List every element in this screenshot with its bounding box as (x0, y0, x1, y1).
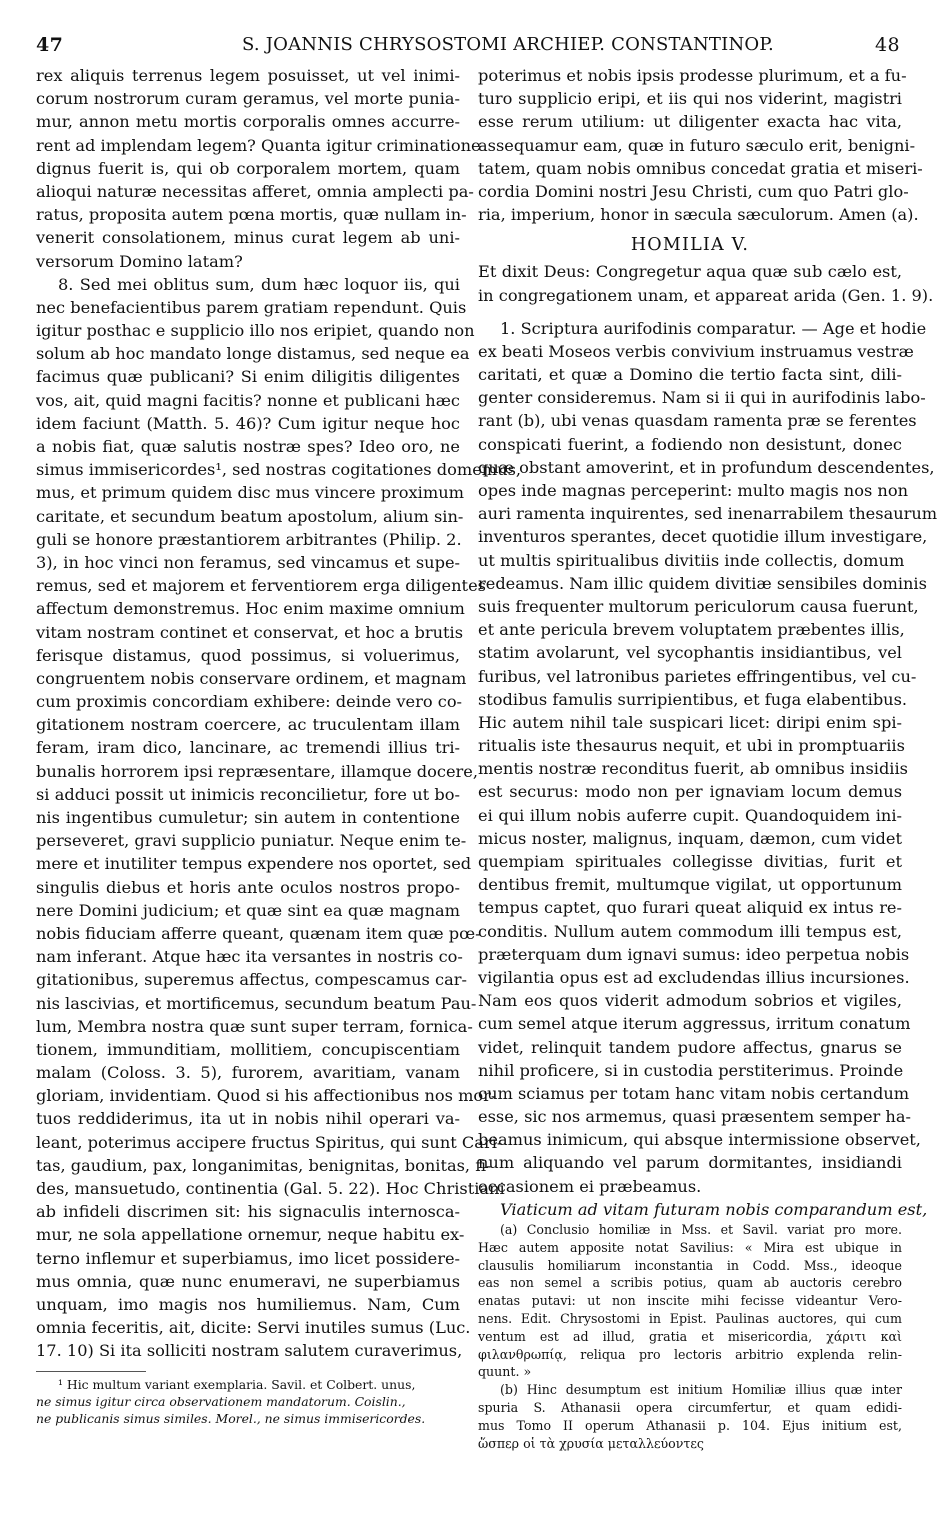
text-line: redeamus. Nam illic quidem divitiæ sensibiles dominis (478, 573, 927, 593)
text-line: affectum demonstremus. Hoc enim maxime omnium (36, 599, 465, 619)
footnote-line: nens. Edit. Chrysostomi in Epist. Paulinas auctores, qui cum (478, 1310, 902, 1326)
text-line: cum sciamus per totam hanc vitam nobis certandum (478, 1083, 910, 1103)
text-line: vitam nostram continet et conservat, et hoc a brutis (36, 622, 464, 642)
text-line: ei qui illum nobis auferre cupit. Quandoquidem ini- (478, 805, 902, 825)
text-line: feram, iram dico, lancinare, ac tremendi illius tri- (36, 738, 460, 758)
text-line: nam inferant. Atque hæc ita versantes in nostris co- (36, 947, 463, 967)
text-line: singulis diebus et horis ante oculos nostros propo- (36, 877, 460, 897)
text-line: occasionem ei præbeamus. (478, 1176, 702, 1196)
text-line: opes inde magnas perceperint: multo magis nos non (478, 481, 908, 500)
text-line: nis ingentibus cumuletur; sin autem in contentione (36, 808, 460, 827)
homily-title: HOMILIA V. (630, 235, 750, 256)
footnote-line: (a) Conclusio homiliæ in Mss. et Savil. variat pro more. (500, 1222, 902, 1237)
text-line: nec benefacientibus parem gratiam rependunt. Quis (36, 297, 467, 317)
footnote-line: φιλανθρωπίᾳ, reliqua pro lectoris arbitrio explenda relin- (478, 1346, 902, 1362)
text-line: quæ obstant amoverint, et in profundum descendentes, (478, 457, 935, 477)
paragraph (36, 273, 522, 1363)
text-line: num aliquando vel parum dormitantes, insidiandi (478, 1153, 902, 1173)
text-line: leant, poterimus accipere fructus Spiritus, qui sunt Cari- (36, 1132, 503, 1152)
text-line: mentis nostræ reconditus fuerit, ab omnibus insidiis (478, 759, 908, 779)
page-number-left: 47 (36, 34, 64, 56)
text-line: nere Domini judicium; et quæ sint ea quæ magnam (36, 900, 460, 920)
right-column (478, 64, 937, 1452)
text-line: mus omnia, quæ nunc enumeravi, ne superbiamus (36, 1271, 460, 1291)
text-line: turo supplicio eripi, et iis qui nos viderint, magistri (478, 89, 902, 109)
text-line: tionem, immunditiam, mollitiem, concupiscentiam (36, 1039, 460, 1059)
text-line: versorum Domino latam? (36, 251, 243, 271)
text-line: igitur posthac e supplicio illo nos eripiet, quando non (36, 321, 475, 341)
text-line: rant (b), ubi venas quasdam ramenta præ se ferentes (478, 411, 917, 431)
epigraph-line: in congregationem unam, et appareat arida (Gen. 1. 9). (478, 285, 934, 305)
text-line: si adduci possit ut inimicis reconcilietur, fore ut bo- (36, 784, 460, 804)
running-title: S. JOANNIS CHRYSOSTOMI ARCHIEP. CONSTANTINOP. (242, 34, 774, 55)
footnote-line: ne publicanis simus similes. Morel., ne simus immisericordes. (36, 1410, 426, 1426)
text-line: Nam eos quos viderit admodum sobrios et vigiles, (478, 991, 902, 1011)
footnote-line: ventum est ad illud, gratia et misericordia, χάριτι καὶ (478, 1328, 902, 1344)
text-line: malam (Coloss. 3. 5), furorem, avaritiam, vanam (36, 1063, 460, 1083)
text-line: facimus quæ publicani? Si enim diligitis diligentes (36, 367, 460, 387)
text-line: mus, et primum quidem disc mus vincere proximum (36, 483, 464, 503)
text-line: idem faciunt (Matth. 5. 46)? Cum igitur neque hoc (36, 413, 460, 433)
text-line: vigilantia opus est ad excludendas illius incursiones. (478, 967, 910, 987)
text-line: cordia Domini nostri Jesu Christi, cum quo Patri glo- (478, 181, 909, 201)
text-line: 1. Scriptura aurifodinis comparatur. — Age et hodie (500, 318, 927, 338)
text-line: dentibus fremit, multumque vigilat, ut opportunum (478, 875, 902, 895)
text-line: esse, sic nos armemus, quasi præsentem semper ha- (478, 1107, 911, 1127)
text-line: ferisque distamus, quod possimus, si voluerimus, (36, 645, 460, 665)
page-number-right: 48 (875, 34, 900, 56)
text-line: inventuros sperantes, decet quotidie illum investigare, (478, 527, 928, 547)
text-line: genter consideremus. Nam si ii qui in aurifodinis labo- (478, 388, 926, 408)
footnote-line: ὥσπερ οἱ τὰ χρυσία μεταλλεύοντες (478, 1435, 704, 1451)
text-line: suis frequenter multorum periculorum causa fuerunt, (478, 596, 919, 616)
text-line: tempus captet, quo furari queat aliquid ex intus re- (478, 898, 902, 918)
text-line: mur, annon metu mortis corporalis omnes accurre- (36, 112, 460, 132)
text-line: quempiam spirituales collegisse divitias, furit et (478, 852, 902, 871)
text-line: ut multis spiritualibus divitiis inde collectis, domum (478, 550, 905, 570)
text-line: auri ramenta inquirentes, sed inenarrabilem thesaurum (478, 504, 937, 524)
spacer (478, 307, 902, 317)
text-line: 3), in hoc vinci non feramus, sed vincamus et supe- (36, 552, 460, 572)
text-line: remus, sed et majorem et ferventiorem erga diligentes (36, 576, 486, 596)
text-line: ria, imperium, honor in sæcula sæculorum. Amen (a). (478, 205, 919, 225)
text-line: perseveret, gravi supplicio puniatur. Neque enim te- (36, 831, 467, 851)
text-line: simus immisericordes¹, sed nostras cogitationes domemus, (36, 460, 522, 480)
text-line: nobis fiduciam afferre queant, quænam item quæ pœ- (36, 923, 481, 943)
text-line: ex beati Moseos verbis convivium instruamus vestræ (478, 341, 914, 361)
sidenote: Viaticum ad vitam futuram nobis comparandum est, (500, 1199, 928, 1219)
text-line: poterimus et nobis ipsis prodesse plurimum, et a fu- (478, 66, 907, 85)
text-line: et ante pericula brevem voluptatem præbentes illis, (478, 620, 905, 640)
text-line: congruentem nobis conservare ordinem, et magnam (36, 668, 467, 688)
text-line: terno inflemur et superbiamus, imo licet possidere- (36, 1248, 460, 1268)
text-line: beamus inimicum, qui absque intermissione observet, (478, 1130, 921, 1150)
text-line: omnia feceritis, ait, dicite: Servi inutiles sumus (Luc. (36, 1318, 471, 1338)
text-line: tas, gaudium, pax, longanimitas, benignitas, bonitas, fi- (36, 1155, 492, 1175)
text-line: ritualis iste thesaurus nequit, et ubi in promptuariis (478, 736, 905, 756)
epigraph (478, 260, 934, 306)
text-line: mere et inutiliter tempus expendere nos oportet, sed (36, 854, 472, 874)
footnote (36, 1371, 460, 1428)
text-line: est securus: modo non per ignaviam locum demus (478, 782, 902, 802)
text-line: ab infideli discrimen sit: his signaculis internosca- (36, 1202, 460, 1222)
text-line: vos, ait, quid magni facitis? nonne et publicani hæc (36, 390, 460, 410)
footnote-line: quunt. » (478, 1364, 532, 1380)
text-line: caritate, et secundum beatum apostolum, alium sin- (36, 506, 464, 526)
text-line: gitationem nostram coercere, ac truculentam illam (36, 715, 460, 735)
text-line: cum proximis concordiam exhibere: deinde vero co- (36, 692, 463, 712)
paragraph (36, 64, 481, 273)
text-line: esse rerum utilium: ut diligenter exacta hac vita, (478, 112, 902, 132)
footnote-b (478, 1381, 902, 1452)
paragraph (478, 317, 937, 1198)
text-line: des, mansuetudo, continentia (Gal. 5. 22). Hoc Christiani (36, 1179, 505, 1198)
footnote-rule (36, 1371, 146, 1372)
text-line: gloriam, invidentiam. Quod si his affectionibus nos mor- (36, 1086, 497, 1106)
text-line: præterquam dum ignavi sumus: ideo perpetua nobis (478, 944, 910, 964)
text-line: nihil proficere, si in custodia perstiterimus. Proinde (478, 1060, 904, 1080)
text-line: rex aliquis terrenus legem posuisset, ut vel inimi- (36, 66, 460, 85)
text-line: assequamur eam, quæ in futuro sæculo erit, benigni- (478, 135, 916, 155)
paragraph (478, 64, 923, 226)
text-line: guli se honore præstantiorem arbitrantes (Philip. 2. (36, 529, 462, 549)
footnote-line: clausulis homiliarum inconstantia in Codd. Mss., ideoque (478, 1257, 902, 1273)
running-header (32, 34, 902, 60)
epigraph-line: Et dixit Deus: Congregetur aqua quæ sub cælo est, (478, 262, 902, 282)
text-line: dignus fuerit is, qui ob corporalem mortem, quam (36, 158, 460, 178)
text-line: solum ab hoc mandato longe distamus, sed neque ea (36, 344, 470, 364)
text-line: statim avolarunt, vel sycophantis insidiantibus, vel (478, 643, 902, 663)
text-line: 8. Sed mei oblitus sum, dum hæc loquor iis, qui (58, 274, 460, 294)
text-line: 17. 10) Si ita solliciti nostram salutem curaverimus, (36, 1341, 463, 1361)
text-line: corum nostrorum curam geramus, vel morte punia- (36, 89, 460, 109)
text-line: micus noster, malignus, inquam, dæmon, cum videt (478, 828, 902, 848)
text-line: cum semel atque iterum aggressus, irritum conatum (478, 1014, 911, 1034)
text-line: conditis. Nullum autem commodum illi tempus est, (478, 921, 902, 941)
footnote-line: (b) Hinc desumptum est initium Homiliæ illius quæ inter (500, 1382, 902, 1398)
text-line: nis lascivias, et mortificemus, secundum beatum Pau- (36, 993, 477, 1013)
text-line: Hic autem nihil tale suspicari licet: diripi enim spi- (478, 712, 902, 732)
footnote-line: ¹ Hic multum variant exemplaria. Savil. et Colbert. unus, (58, 1376, 416, 1392)
footnote-a (478, 1221, 902, 1381)
footnote-line: eas non semel a scribis potius, quam ab auctoris cerebro (478, 1275, 902, 1291)
text-line: ratus, proposita autem pœna mortis, quæ nullam in- (36, 205, 467, 225)
text-line: a nobis fiat, quæ salutis nostræ spes? Ideo oro, ne (36, 437, 460, 456)
text-line: rent ad implendam legem? Quanta igitur criminatione (36, 135, 481, 155)
footnote-line: mus Tomo II operum Athanasii p. 104. Ejus initium est, (478, 1417, 902, 1433)
text-line: lum, Membra nostra quæ sunt super terram, fornica- (36, 1016, 473, 1036)
text-line: mur, ne sola appellatione ornemur, neque habitu ex- (36, 1225, 465, 1245)
footnote-line: enatas putavi: ut non inscite mihi fecisse videantur Vero- (478, 1293, 902, 1309)
text-line: unquam, imo magis nos humiliemus. Nam, Cum (36, 1294, 460, 1314)
text-line: stodibus famulis surripientibus, et fuga elabentibus. (478, 689, 908, 709)
text-line: tatem, quam nobis omnibus concedat gratia et miseri- (478, 158, 923, 178)
footnote-line: Hæc autem apposite notat Savilius: « Mira est ubique in (478, 1239, 902, 1255)
text-line: alioqui naturæ necessitas afferet, omnia amplecti pa- (36, 181, 474, 201)
text-line: furibus, vel latronibus parietes effringentibus, vel cu- (478, 666, 917, 686)
text-line: tuos reddiderimus, ita ut in nobis nihil operari va- (36, 1109, 460, 1129)
text-line: conspicati fuerint, a fodiendo non desistunt, donec (478, 434, 902, 454)
footnote-line: spuria S. Athanasii opera circumfertur, et quam edidi- (478, 1399, 902, 1415)
text-line: caritati, et quæ a Domino die tertio facta sint, dili- (478, 365, 902, 385)
text-line: venerit consolationem, minus curat legem ab uni- (36, 228, 460, 248)
text-line: gitationibus, superemus affectus, compescamus car- (36, 970, 467, 990)
footnote-line: ne simus igitur circa observationem mandatorum. Coislin., (36, 1393, 406, 1409)
text-line: videt, relinquit tandem pudore affectus, gnarus se (478, 1037, 902, 1057)
text-line: bunalis horrorem ipsi repræsentare, illamque docere, (36, 761, 479, 781)
